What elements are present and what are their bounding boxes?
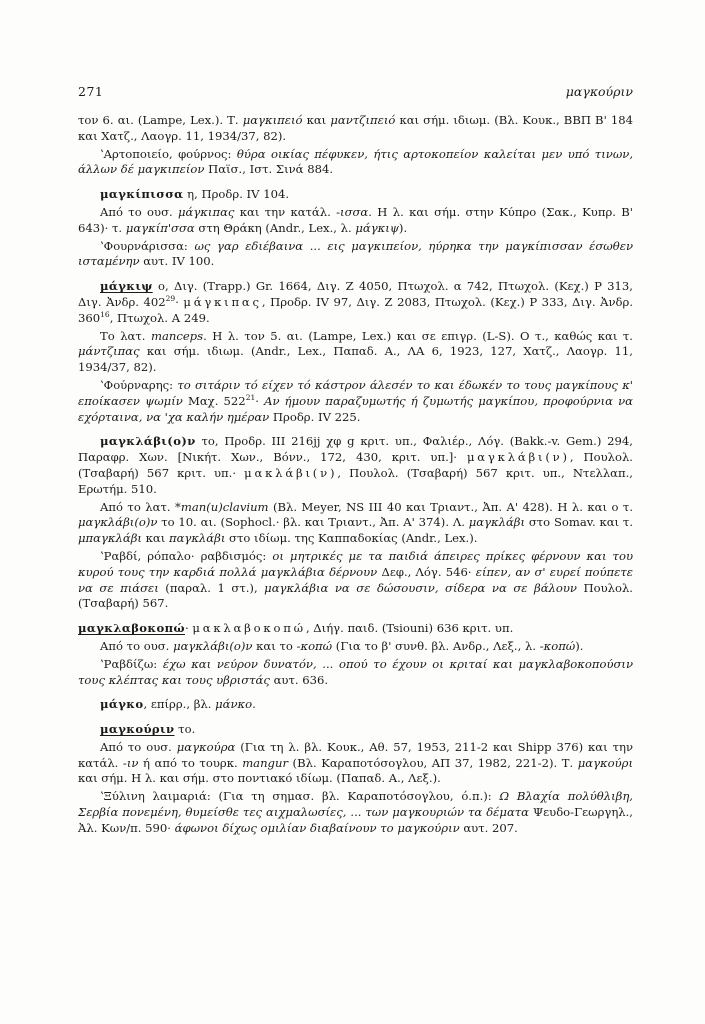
text-run: η, Προδρ. IV 104. [183,187,290,202]
etym-magkipissa [78,205,633,237]
italic-text-run: μαγκιπειό [242,113,303,127]
sense-fournaris [78,378,633,425]
text-run: στο Somav. και τ. [525,515,633,530]
italic-text-run: μαγκλάβι [468,515,526,530]
headword: μαγκλάβι(ο)ν [100,434,196,449]
italic-text-run: ως γαρ εδιέβαινα ... εις μαγκιπείον, ηύρηκα την μαγκίπισσαν έσωθεν ισταμένην [78,238,633,269]
text-run: 16 [100,309,110,319]
text-run: Δεφ., Λόγ. 546· [377,564,476,579]
page-header [78,84,633,99]
text-run: , επίρρ., βλ. [143,697,216,712]
text-run: Ψευδο-Γεωργηλ., Ἀλ. Κων/π. 590· [78,805,633,835]
text-run: ʽΞύλινη λαιμαριά: (Για τη σημασ. βλ. Καραποτόσογλου, ό.π.): [100,789,500,804]
headword: μαγκλαβοκοπώ [78,621,185,636]
italic-text-run: -ισσα [336,204,369,219]
sense-artopoiio [78,147,633,179]
text-run: ʽΡαβδίζω: [100,656,163,671]
text-run: το 10. αι. (Sophocl.· βλ. και Τριαντ., Ἀπ. Α' 374). Λ. [157,515,469,530]
italic-text-run: Ω Βλαχία πολύθλιβη, Σερβία πονεμένη, θυμείσθε τες αιχμαλωσίες, ... των μαγκουριών τα δέματα [78,789,633,820]
headword: μαγκίπισσα [100,187,184,202]
text-run: στη Θράκη (Andr., Lex., λ. [194,220,356,235]
italic-text-run: μάγκιπας [178,204,235,219]
text-run: και [302,113,331,127]
etym-magklavokopo [78,639,633,655]
text-run: Από το ουσ. [100,638,174,653]
italic-text-run: -κοπώ [539,638,576,653]
text-run: 29 [165,294,176,304]
italic-text-run: μαντζιπειό [330,113,396,127]
text-run: · [175,294,184,309]
text-run: τον 6. αι. (Lampe, Lex.). Τ. [78,113,243,127]
text-run: Από το ουσ. [100,204,179,219]
italic-text-run: μάντζιπας [78,344,140,359]
variant-form: μάγκιπας [183,294,262,309]
text-run: ʽΡαβδί, ρόπαλο· ραβδισμός: [100,548,273,563]
italic-text-run: *man(u)clavium [175,499,269,514]
sense-ravdi [78,549,633,612]
italic-text-run: μαγκλάβια να σε δώσουσιν, σίδερα να σε βάλουν [264,580,577,595]
sense-xylini-laimaria [78,789,633,836]
text-run: αυτ. IV 100. [139,254,215,269]
headword: μάγκιψ [100,279,153,294]
variant-form: μακλαβοκοπώ [192,621,306,636]
italic-text-run: μάνκο [215,697,253,712]
text-run: Το λατ. [100,328,151,343]
text-run: Μαχ. 522 [182,393,246,408]
text-run: Από το ουσ. [100,739,177,754]
text-run: , Προδρ. IV 97, Διγ. Ζ 2083, Πτωχολ. (Κεχ.) P 333, Διγ. Ἀνδρ. 360 [78,294,634,325]
text-run: 21 [245,392,256,402]
text-run: Πουλολ. (Τσαβαρή) 567. [78,580,633,611]
text-run: (Βλ. Meyer, NS III 40 και Τριαντ., Ἀπ. Α' 428). Η λ. και ο τ. [268,499,634,514]
italic-text-run: μάγκιψ [355,220,399,235]
variant-form: μακλάβι(ν) [244,465,338,480]
entry-magko [78,697,633,713]
text-run: , Διήγ. παιδ. (Tsiouni) 636 κριτ. υπ. [305,621,514,636]
text-run: (Για τη λ. βλ. Κουκ., Αθ. 57, 1953, 211-2 και Shipp 376) και την κατάλ. [78,739,633,770]
italic-text-run: manceps [150,328,204,343]
cont-text [78,113,633,145]
text-run: ). [398,220,408,235]
sense-fournarissa [78,239,633,271]
text-run: (Για το β' συνθ. βλ. Ανδρ., Λεξ., λ. [332,638,540,653]
variant-form: μαγκλάβι(ν) [466,450,570,465]
italic-text-run: το σιτάριν τό είχεν τό κάστρον άλεσέν το και έδωκέν το τους μαγκίπους κ' εποίκασεν ψωμίν [78,377,633,408]
text-block [78,113,633,837]
entry-magkips [78,279,633,326]
text-run: και σήμ. Η λ. και σήμ. στο ποντιακό ιδίωμ. (Παπαδ. Α., Λεξ.). [78,771,441,786]
etym-magklavion [78,500,633,547]
italic-text-run: είπεν, αν σ' ευρεί πούπετε να σε πιάσει [78,564,633,595]
text-run: , Πτωχολ. Α 249. [109,310,210,325]
italic-text-run: -κοπώ [296,638,333,653]
italic-text-run: παγκλάβι [168,531,226,546]
text-run: . Η λ. και σήμ. στην Κύπρο (Σακ., Κυπρ. Β' 643)· τ. [78,204,633,235]
text-run: το, Προδρ. III 216jj χφ g κριτ. υπ., Φαλιέρ., Λόγ. (Bakk.-v. Gem.) 294, Παραφρ. Χων. [Νικήτ. Χων., Βόνν., 172, 430, κριτ. υπ.]· [78,434,633,465]
text-run: και [141,531,169,546]
text-run: , Πουλολ. (Τσαβαρή) 567 κριτ. υπ., Ντελλαπ., Ερωτήμ. 510. [78,465,633,496]
headword: μαγκούριν [100,722,175,737]
text-run: · [184,621,193,636]
text-run: , Πουλολ. (Τσαβαρή) 567 κριτ. υπ.· [78,450,633,480]
text-run: Από το λατ. [100,499,176,514]
running-head: μαγκούριν [565,84,633,99]
text-run: (Βλ. Καραποτόσογλου, ΑΠ 37, 1982, 221-2). Τ. [288,755,578,770]
sense-ravdizo [78,657,633,689]
text-run: ή από το τουρκ. [138,755,243,770]
text-run: . [252,697,256,712]
text-run: και σήμ. ιδιωμ. (Βλ. Κουκ., ΒΒΠ Β' 184 και Χατζ., Λαογρ. 11, 1934/37, 82). [78,113,633,143]
italic-text-run: μαγκούρα [176,739,236,754]
italic-text-run: μαγκίπ'σσα [125,220,195,235]
italic-text-run: θύρα οικίας πέφυκεν, ήτις αρτοκοπείον καλείται μεν υπό τινων, άλλων δέ μαγκιπείον [78,146,634,177]
text-run: ʽΦούρναρης: [100,377,178,392]
text-run: στο ιδίωμ. της Καππαδοκίας (Andr., Lex.). [225,531,478,546]
italic-text-run: έχω και νεύρον δυνατόν, ... οπού το έχουν οι κριταί και μαγκλαβοκοπούσιν τους κλέπτας και τους υβριστάς [78,656,634,687]
italic-text-run: μαγκλάβι(ο)ν [173,638,253,653]
text-run: ). [575,638,584,653]
italic-text-run: mangur [242,755,288,770]
italic-text-run: μαγκούρι [577,755,634,770]
text-run: και την κατάλ. [234,204,337,219]
italic-text-run: μαγκλάβι(ο)ν [78,515,158,530]
entry-magklavion [78,434,633,497]
entry-magklavokopo [78,621,633,637]
text-run: . Η λ. τον 5. αι. (Lampe, Lex.) και σε επιγρ. (L-S). Ο τ., καθώς και τ. [203,328,633,343]
italic-text-run: μπαγκλάβι [78,531,142,546]
text-run: αυτ. 207. [459,820,518,835]
text-run: ο, Διγ. (Trapp.) Gr. 1664, Διγ. Z 4050, Πτωχολ. α 742, Πτωχολ. (Κεχ.) P 313, Διγ. Ἀνδρ. 402 [78,279,633,309]
text-run: · [255,393,265,408]
text-run: (παραλ. 1 στ.), [158,580,265,595]
italic-text-run: οι μητρικές με τα παιδιά άπειρες πρίκες φέρνουν και του κυρού τους την καρδιά πολλά μαγκλάβια δέρνουν [78,548,633,579]
etym-magkourin [78,740,633,787]
italic-text-run: Αν ήμουν παραζυμωτής ή ζυμωτής μαγκίπου, προφούρνια να εχόρταινα, να 'χα καλήν ημέραν [78,393,633,424]
text-run: Προδρ. IV 225. [269,409,361,424]
etym-magkips [78,329,633,376]
text-run: αυτ. 636. [269,672,329,687]
text-run: ʽΦουρνάρισσα: [100,238,195,253]
italic-text-run: -ιν [122,755,139,770]
page-number: 271 [78,84,104,99]
headword: μάγκο [100,697,144,712]
entry-magkipissa [78,187,633,203]
text-run: Παϊσ., Ιστ. Σινά 884. [204,162,334,177]
text-run: και το [252,638,297,653]
text-run: ʽΑρτοποιείο, φούρνος: [100,146,237,161]
text-run: το. [174,722,196,737]
text-run: και σήμ. ιδιωμ. (Andr., Lex., Παπαδ. Α., ΛΑ 6, 1923, 127, Χατζ., Λαογρ. 11, 1934/37, 82). [78,344,633,375]
italic-text-run: άφωνοι δίχως ομιλίαν διαβαίνουν το μαγκούριν [174,820,460,835]
entry-magkourin [78,722,633,738]
